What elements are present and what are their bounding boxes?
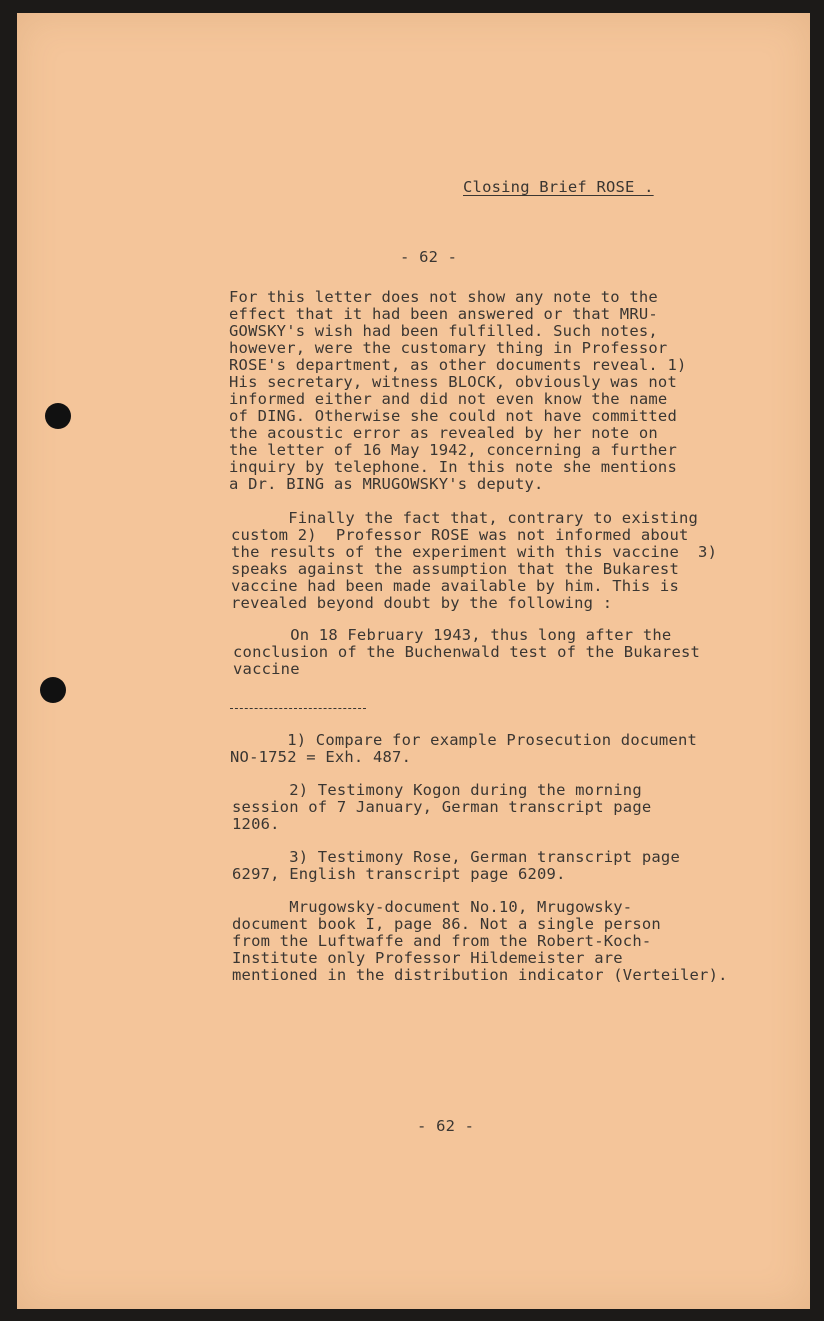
body-paragraph-1: For this letter does not show any note to the effect that it had been answered or that MRU- GOWSKY's wish had been fulfilled. Such notes, however, were the customary thing in Professor ROSE's department, as other documents reveal. 1) His secretary, witness BLOCK, obviously was not informed either and did not even know the name of DING. Otherwise she could not have committed the acoustic error as revealed by her note on the letter of 16 May 1942, concerning a further inquiry by telephone. In this note she mentions a Dr. BING as MRUGOWSKY's deputy.: [229, 288, 687, 493]
footnote-3: 3) Testimony Rose, German transcript page 6297, English transcript page 6209.: [232, 848, 680, 883]
footnote-1: 1) Compare for example Prosecution document NO-1752 = Exh. 487.: [230, 731, 698, 766]
page-number-top: - 62 -: [400, 248, 458, 266]
page-number-bottom: - 62 -: [417, 1117, 475, 1135]
footnote-4: Mrugowsky-document No.10, Mrugowsky- document book I, page 86. Not a single person from the Luftwaffe and from the Robert-Koch- Institute only Professor Hildemeister are mentioned in the distribution indicator (Verteiler).: [232, 898, 728, 984]
footnote-separator: [230, 708, 366, 709]
document-page: [17, 13, 810, 1309]
body-paragraph-2: Finally the fact that, contrary to existing custom 2) Professor ROSE was not informed about the results of the experiment with this vaccine 3) speaks against the assumption that the Bukarest vaccine had been made available by him. This is revealed beyond doubt by the following :: [231, 509, 718, 612]
punch-hole: [45, 403, 71, 429]
body-paragraph-3: On 18 February 1943, thus long after the conclusion of the Buchenwald test of the Bukarest vaccine: [233, 626, 701, 678]
footnote-2: 2) Testimony Kogon during the morning session of 7 January, German transcript page 1206.: [232, 781, 652, 833]
document-title: Closing Brief ROSE .: [463, 178, 654, 196]
punch-hole: [40, 677, 66, 703]
